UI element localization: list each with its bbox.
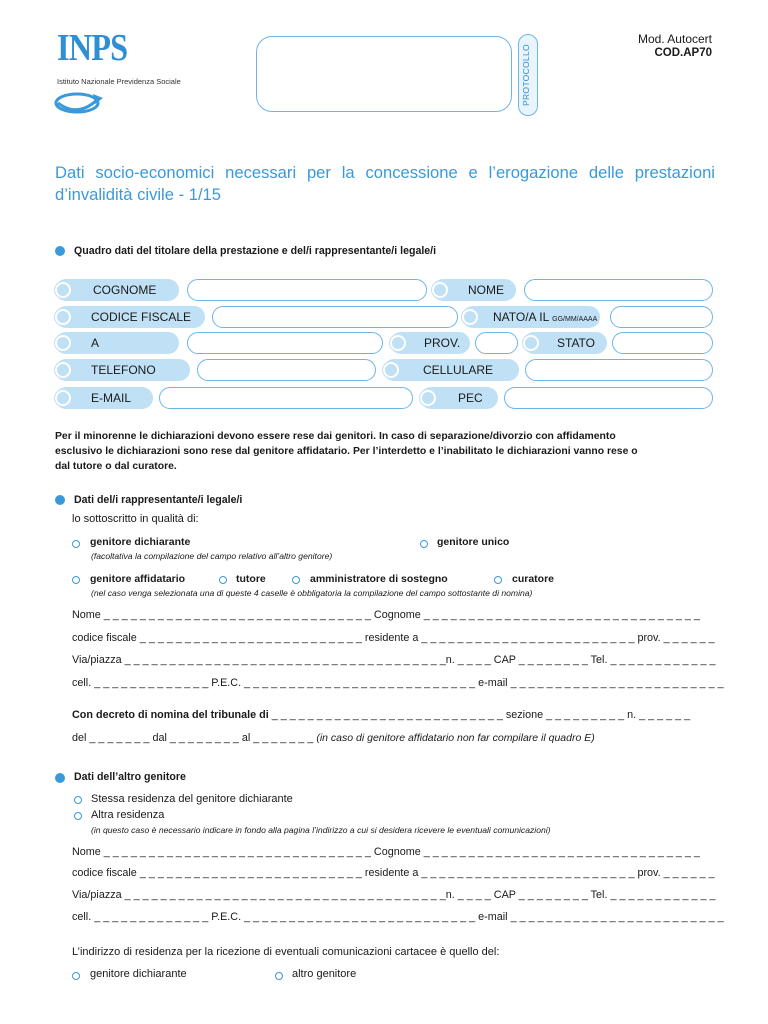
label-luogo: A bbox=[55, 332, 179, 354]
label-curatore: curatore bbox=[512, 573, 555, 585]
decreto-date-line[interactable]: del _ _ _ _ _ _ _ dal _ _ _ _ _ _ _ _ al _ _ _ _ _ _ _ (in caso di genitore affidatario non far compilare il quadro E) bbox=[72, 732, 595, 744]
minorenne-note-line1: Per il minorenne le dichiarazioni devono essere rese dai genitori. In caso di separazione/divorzio con affidamento bbox=[55, 431, 616, 442]
label-nato-il: NATO/A IL GG/MM/AAAA bbox=[462, 306, 600, 328]
label-indirizzo-dichiarante: genitore dichiarante bbox=[90, 968, 187, 980]
label-pec: PEC bbox=[420, 387, 498, 409]
protocol-box bbox=[256, 36, 512, 112]
radio-stessa-residenza[interactable] bbox=[74, 796, 82, 804]
form-model-label: Mod. Autocert bbox=[637, 32, 712, 46]
email-field[interactable] bbox=[159, 387, 413, 409]
telefono-field[interactable] bbox=[197, 359, 376, 381]
label-codice-fiscale: CODICE FISCALE bbox=[55, 306, 205, 328]
altro-genitore-cell-line[interactable]: cell. _ _ _ _ _ _ _ _ _ _ _ _ _ P.E.C. _ _ _ _ _ _ _ _ _ _ _ _ _ _ _ _ _ _ _ _ _ _ _ _ _ _ e-mail _ _ _ _ _ _ _ _ _ _ _ _ _ _ _ _ _ _ _ _ _ _ _ _ bbox=[72, 911, 724, 923]
note-facoltativa: (facoltativa la compilazione del campo relativo all’altro genitore) bbox=[91, 551, 333, 561]
label-email: E-MAIL bbox=[55, 387, 153, 409]
form-code: COD.AP70 bbox=[654, 47, 712, 59]
label-genitore-unico: genitore unico bbox=[437, 536, 510, 548]
section-bullet bbox=[55, 495, 65, 505]
data-nascita-field[interactable] bbox=[610, 306, 713, 328]
label-prov: PROV. bbox=[390, 332, 470, 354]
indirizzo-comunicazioni-text: L’indirizzo di residenza per la ricezione di eventuali comunicazioni cartacee è quello del: bbox=[72, 946, 500, 958]
label-altra-residenza: Altra residenza bbox=[91, 809, 165, 821]
rappresentante-cell-line[interactable]: cell. _ _ _ _ _ _ _ _ _ _ _ _ _ P.E.C. _ _ _ _ _ _ _ _ _ _ _ _ _ _ _ _ _ _ _ _ _ _ _ _ _ _ e-mail _ _ _ _ _ _ _ _ _ _ _ _ _ _ _ _ _ _ _ _ _ _ _ _ bbox=[72, 677, 724, 689]
radio-curatore[interactable] bbox=[494, 576, 502, 584]
label-tutore: tutore bbox=[236, 573, 266, 585]
label-cognome: COGNOME bbox=[55, 279, 179, 301]
inps-logo: INPS bbox=[57, 27, 128, 69]
protocol-label: PROTOCOLLO bbox=[521, 44, 531, 106]
label-genitore-affidatario: genitore affidatario bbox=[90, 573, 186, 585]
nome-field[interactable] bbox=[524, 279, 713, 301]
radio-genitore-dichiarante[interactable] bbox=[72, 540, 80, 548]
logo-subtitle: Istituto Nazionale Previdenza Sociale bbox=[57, 77, 181, 86]
provincia-field[interactable] bbox=[475, 332, 518, 354]
page-title: Dati socio-economici necessari per la concessione e l’erogazione delle prestazioni d’invalidità civile - 1/15 bbox=[55, 163, 715, 204]
cognome-field[interactable] bbox=[187, 279, 427, 301]
label-telefono: TELEFONO bbox=[55, 359, 190, 381]
decreto-line[interactable]: Con decreto di nomina del tribunale di _ _ _ _ _ _ _ _ _ _ _ _ _ _ _ _ _ _ _ _ _ _ _ _ _ _ sezione _ _ _ _ _ _ _ _ _ n. _ _ _ _ _ _ bbox=[72, 709, 691, 721]
label-amministratore: amministratore di sostegno bbox=[310, 573, 448, 585]
radio-altra-residenza[interactable] bbox=[74, 812, 82, 820]
radio-tutore[interactable] bbox=[219, 576, 227, 584]
section-title-rappresentanti: Dati del/i rappresentante/i legale/i bbox=[74, 494, 243, 506]
label-stessa-residenza: Stessa residenza del genitore dichiarante bbox=[91, 793, 293, 805]
section-title-titolare: Quadro dati del titolare della prestazione e del/i rappresentante/i legale/i bbox=[74, 245, 437, 257]
inps-swoosh-icon bbox=[53, 88, 105, 118]
section-bullet bbox=[55, 246, 65, 256]
radio-genitore-unico[interactable] bbox=[420, 540, 428, 548]
label-stato: STATO bbox=[523, 332, 607, 354]
label-indirizzo-altro: altro genitore bbox=[292, 968, 357, 980]
altro-genitore-nome-line[interactable]: Nome _ _ _ _ _ _ _ _ _ _ _ _ _ _ _ _ _ _ _ _ _ _ _ _ _ _ _ _ _ _ Cognome _ _ _ _ _ _ _ _ _ _ _ _ _ _ _ _ _ _ _ _ _ _ _ _ _ _ _ _ _ _ _ bbox=[72, 846, 700, 858]
section-bullet bbox=[55, 773, 65, 783]
cellulare-field[interactable] bbox=[525, 359, 713, 381]
codice-fiscale-field[interactable] bbox=[212, 306, 458, 328]
pec-field[interactable] bbox=[504, 387, 713, 409]
minorenne-note-line2: esclusivo le dichiarazioni sono rese dal genitore affidatario. Per l’interdetto e l’inabilitato le dichiarazioni vanno rese o bbox=[55, 446, 638, 457]
luogo-nascita-field[interactable] bbox=[187, 332, 383, 354]
rappresentante-cf-line[interactable]: codice fiscale _ _ _ _ _ _ _ _ _ _ _ _ _ _ _ _ _ _ _ _ _ _ _ _ _ residente a _ _ _ _ _ _ _ _ _ _ _ _ _ _ _ _ _ _ _ _ _ _ _ _ prov. _ _ _ _ _ _ bbox=[72, 632, 715, 644]
label-nome: NOME bbox=[432, 279, 516, 301]
note-nomina: (nel caso venga selezionata una di queste 4 caselle è obbligatoria la compilazione del campo sottostante di nomina) bbox=[91, 588, 533, 598]
rappresentante-via-line[interactable]: Via/piazza _ _ _ _ _ _ _ _ _ _ _ _ _ _ _ _ _ _ _ _ _ _ _ _ _ _ _ _ _ _ _ _ _ _ _ _n. _ _ _ _ CAP _ _ _ _ _ _ _ _ Tel. _ _ _ _ _ _ _ _ _ _ _ _ bbox=[72, 654, 716, 666]
radio-indirizzo-dichiarante[interactable] bbox=[72, 972, 80, 980]
label-cellulare: CELLULARE bbox=[383, 359, 519, 381]
section-title-altro-genitore: Dati dell’altro genitore bbox=[74, 771, 186, 783]
altro-genitore-via-line[interactable]: Via/piazza _ _ _ _ _ _ _ _ _ _ _ _ _ _ _ _ _ _ _ _ _ _ _ _ _ _ _ _ _ _ _ _ _ _ _ _n. _ _ _ _ CAP _ _ _ _ _ _ _ _ Tel. _ _ _ _ _ _ _ _ _ _ _ _ bbox=[72, 889, 716, 901]
minorenne-note-line3: dal tutore o dal curatore. bbox=[55, 461, 177, 472]
rappresentante-nome-line[interactable]: Nome _ _ _ _ _ _ _ _ _ _ _ _ _ _ _ _ _ _ _ _ _ _ _ _ _ _ _ _ _ _ Cognome _ _ _ _ _ _ _ _ _ _ _ _ _ _ _ _ _ _ _ _ _ _ _ _ _ _ _ _ _ _ _ bbox=[72, 609, 700, 621]
stato-field[interactable] bbox=[612, 332, 713, 354]
note-altra-residenza: (in questo caso è necessario indicare in fondo alla pagina l’indirizzo a cui si desidera ricevere le eventuali comunicazioni) bbox=[91, 825, 551, 835]
qualita-intro: lo sottoscritto in qualità di: bbox=[72, 513, 199, 525]
radio-genitore-affidatario[interactable] bbox=[72, 576, 80, 584]
altro-genitore-cf-line[interactable]: codice fiscale _ _ _ _ _ _ _ _ _ _ _ _ _ _ _ _ _ _ _ _ _ _ _ _ _ residente a _ _ _ _ _ _ _ _ _ _ _ _ _ _ _ _ _ _ _ _ _ _ _ _ prov. _ _ _ _ _ _ bbox=[72, 867, 715, 879]
label-genitore-dichiarante: genitore dichiarante bbox=[90, 536, 191, 548]
radio-indirizzo-altro[interactable] bbox=[275, 972, 283, 980]
radio-amministratore[interactable] bbox=[292, 576, 300, 584]
